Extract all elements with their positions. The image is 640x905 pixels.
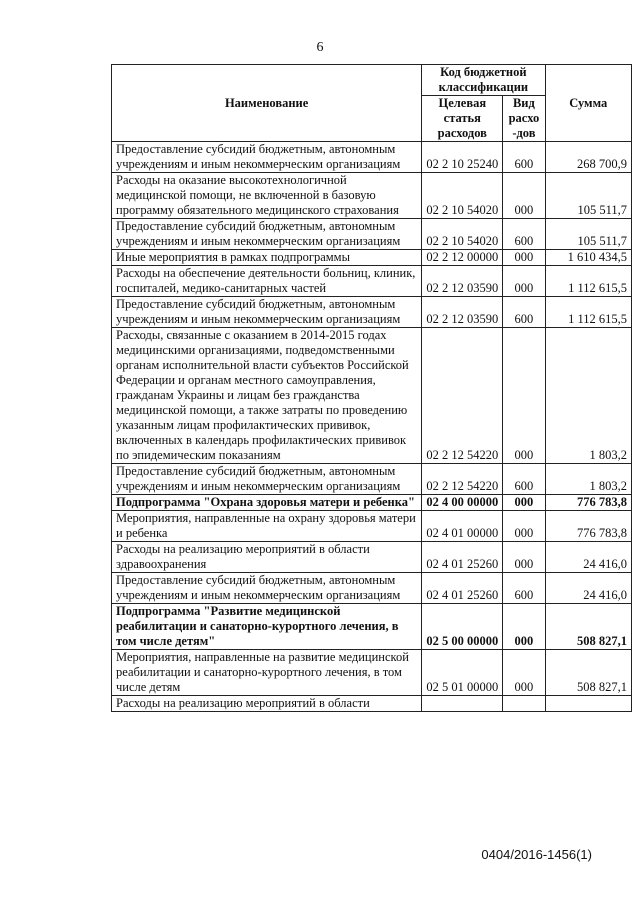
row-code-cell: 02 5 00 00000 — [422, 604, 503, 650]
document-code: 0404/2016-1456(1) — [481, 847, 592, 862]
table-row — [112, 173, 632, 219]
table-row — [112, 650, 632, 696]
table-body — [112, 142, 632, 712]
row-name-cell: Предоставление субсидий бюджетным, автономным учреждениям и иным некоммерческим организациям — [112, 219, 422, 250]
row-name-cell: Мероприятия, направленные на охрану здоровья матери и ребенка — [112, 511, 422, 542]
row-type-cell: 000 — [503, 328, 545, 464]
row-type-cell: 600 — [503, 142, 545, 173]
row-sum-cell: 1 112 615,5 — [545, 297, 632, 328]
row-type-cell: 000 — [503, 604, 545, 650]
row-name-cell: Подпрограмма "Развитие медицинской реабилитации и санаторно-курортного лечения, в том числе детям" — [112, 604, 422, 650]
row-name-cell: Расходы на оказание высокотехнологичной медицинской помощи, не включенной в базовую программу обязательного медицинского страхования — [112, 173, 422, 219]
row-sum-cell: 105 511,7 — [545, 173, 632, 219]
table-row — [112, 542, 632, 573]
row-type-cell: 000 — [503, 173, 545, 219]
row-sum-cell: 1 112 615,5 — [545, 266, 632, 297]
table-header-row — [112, 65, 632, 96]
row-type-cell: 600 — [503, 464, 545, 495]
row-sum-cell: 24 416,0 — [545, 542, 632, 573]
header-name: Наименование — [112, 65, 422, 142]
row-name-cell: Расходы на реализацию мероприятий в области — [112, 696, 422, 712]
row-name-cell: Предоставление субсидий бюджетным, автономным учреждениям и иным некоммерческим организациям — [112, 464, 422, 495]
row-code-cell: 02 2 12 54220 — [422, 328, 503, 464]
row-type-cell: 600 — [503, 573, 545, 604]
row-name-cell: Мероприятия, направленные на развитие медицинской реабилитации и санаторно-курортного лечения, в том числе детям — [112, 650, 422, 696]
table-row — [112, 696, 632, 712]
row-sum-cell: 1 803,2 — [545, 464, 632, 495]
table-row — [112, 328, 632, 464]
row-sum-cell: 105 511,7 — [545, 219, 632, 250]
row-code-cell: 02 2 12 00000 — [422, 250, 503, 266]
page-number: 6 — [316, 40, 324, 55]
row-type-cell — [503, 696, 545, 712]
row-type-cell: 000 — [503, 266, 545, 297]
row-sum-cell: 1 610 434,5 — [545, 250, 632, 266]
header-sum: Сумма — [545, 65, 632, 142]
row-sum-cell: 776 783,8 — [545, 511, 632, 542]
row-sum-cell: 776 783,8 — [545, 495, 632, 511]
row-type-cell: 000 — [503, 495, 545, 511]
row-code-cell: 02 2 12 54220 — [422, 464, 503, 495]
table-row — [112, 495, 632, 511]
row-name-cell: Расходы, связанные с оказанием в 2014-2015 годах медицинскими организациями, подведомственными органам исполнительной власти субъектов Российской Федерации и органам местного самоуправления, гражданам Украины и лицам без гражданства медицинской помощи, а также затраты по проведению указанным лицам профилактических прививок, включенных в календарь профилактических прививок по эпидемическим показаниям — [112, 328, 422, 464]
row-type-cell: 000 — [503, 250, 545, 266]
row-sum-cell: 508 827,1 — [545, 650, 632, 696]
row-code-cell: 02 4 00 00000 — [422, 495, 503, 511]
table-row — [112, 266, 632, 297]
table-row — [112, 573, 632, 604]
table-row — [112, 464, 632, 495]
table-row — [112, 297, 632, 328]
row-sum-cell: 508 827,1 — [545, 604, 632, 650]
row-name-cell: Предоставление субсидий бюджетным, автономным учреждениям и иным некоммерческим организациям — [112, 142, 422, 173]
row-type-cell: 000 — [503, 542, 545, 573]
budget-table — [111, 64, 632, 712]
table-row — [112, 250, 632, 266]
table-row — [112, 604, 632, 650]
row-type-cell: 000 — [503, 511, 545, 542]
row-sum-cell: 268 700,9 — [545, 142, 632, 173]
header-type: Вид расхо -дов — [503, 96, 545, 142]
row-code-cell: 02 2 10 54020 — [422, 219, 503, 250]
row-type-cell: 600 — [503, 219, 545, 250]
row-code-cell — [422, 696, 503, 712]
row-code-cell: 02 4 01 25260 — [422, 573, 503, 604]
row-name-cell: Расходы на обеспечение деятельности больниц, клиник, госпиталей, медико-санитарных частей — [112, 266, 422, 297]
row-name-cell: Предоставление субсидий бюджетным, автономным учреждениям и иным некоммерческим организациям — [112, 573, 422, 604]
row-code-cell: 02 2 12 03590 — [422, 266, 503, 297]
row-code-cell: 02 4 01 00000 — [422, 511, 503, 542]
row-name-cell: Иные мероприятия в рамках подпрограммы — [112, 250, 422, 266]
row-code-cell: 02 5 01 00000 — [422, 650, 503, 696]
row-type-cell: 000 — [503, 650, 545, 696]
row-name-cell: Расходы на реализацию мероприятий в области здравоохранения — [112, 542, 422, 573]
table-row — [112, 219, 632, 250]
table-row — [112, 142, 632, 173]
header-code-group: Код бюджетной классификации — [422, 65, 545, 96]
row-code-cell: 02 2 12 03590 — [422, 297, 503, 328]
table-row — [112, 511, 632, 542]
row-name-cell: Подпрограмма "Охрана здоровья матери и ребенка" — [112, 495, 422, 511]
row-code-cell: 02 2 10 54020 — [422, 173, 503, 219]
row-code-cell: 02 4 01 25260 — [422, 542, 503, 573]
row-sum-cell: 1 803,2 — [545, 328, 632, 464]
row-sum-cell — [545, 696, 632, 712]
row-code-cell: 02 2 10 25240 — [422, 142, 503, 173]
header-target: Целевая статья расходов — [422, 96, 503, 142]
row-sum-cell: 24 416,0 — [545, 573, 632, 604]
row-name-cell: Предоставление субсидий бюджетным, автономным учреждениям и иным некоммерческим организациям — [112, 297, 422, 328]
row-type-cell: 600 — [503, 297, 545, 328]
